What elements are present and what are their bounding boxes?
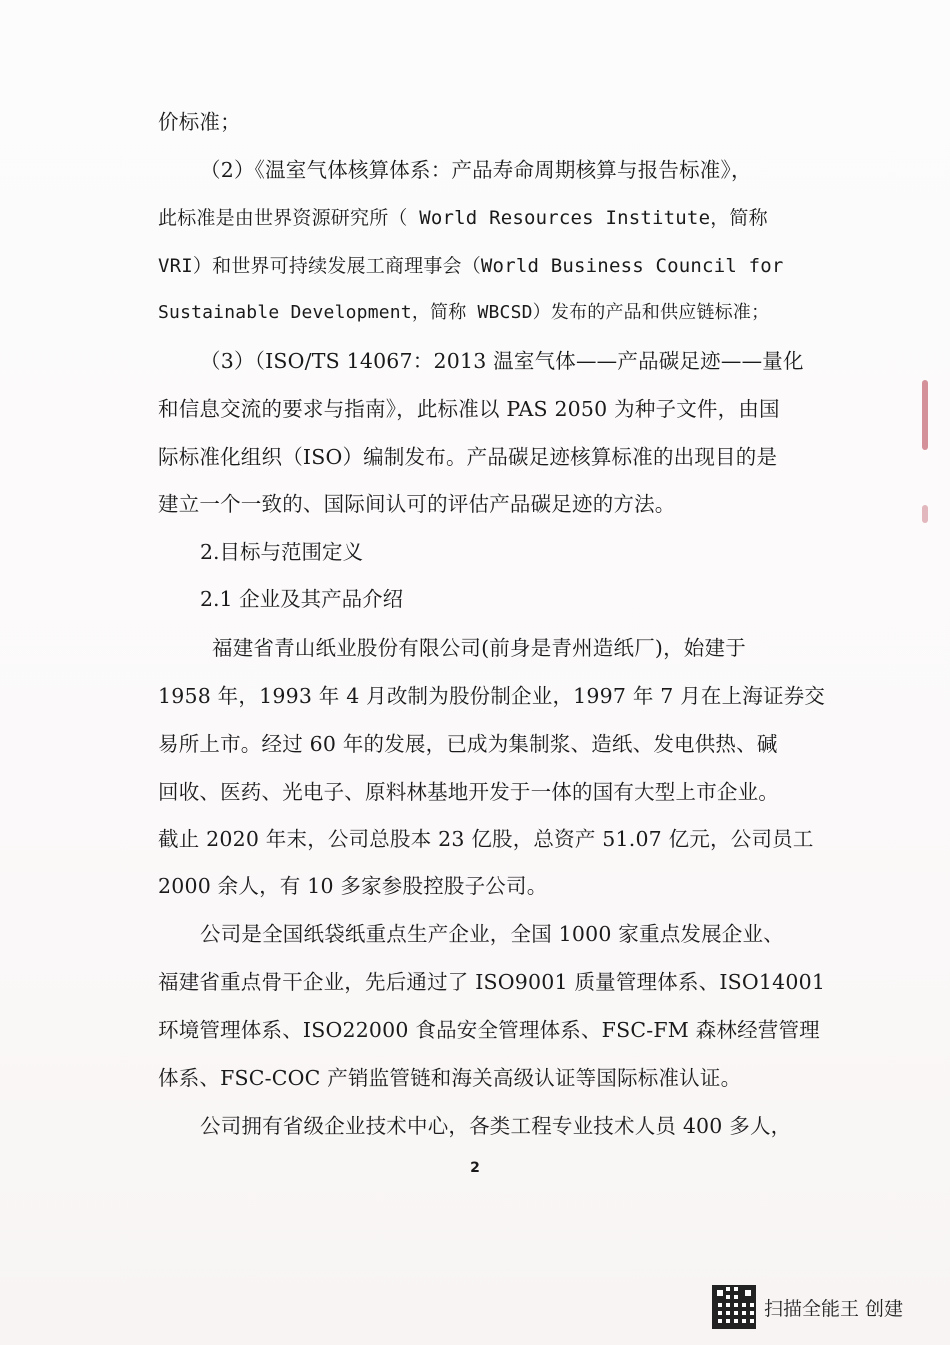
text-line: 公司是全国纸袋纸重点生产企业，全国 1000 家重点发展企业、 <box>200 922 784 946</box>
text-line: 此标准是由世界资源研究所（ World Resources Institute，简称 <box>158 207 768 229</box>
page-number: 2 <box>470 1160 480 1176</box>
text-line: （2）《温室气体核算体系：产品寿命周期核算与报告标准》， <box>200 158 752 182</box>
scanner-watermark <box>712 1285 903 1329</box>
text-line: 价标准； <box>158 110 241 134</box>
text-line: 公司拥有省级企业技术中心，各类工程专业技术人员 400 多人， <box>200 1114 792 1138</box>
text-line: 回收、医药、光电子、原料林基地开发于一体的国有大型上市企业。 <box>158 780 779 804</box>
scan-edge-mark <box>922 505 928 523</box>
text-line: 易所上市。经过 60 年的发展，已成为集制浆、造纸、发电供热、碱 <box>158 732 778 756</box>
section-heading: 2.目标与范围定义 <box>200 540 364 564</box>
text-line: 截止 2020 年末，公司总股本 23 亿股，总资产 51.07 亿元，公司员工 <box>158 827 814 851</box>
scan-edge-mark <box>922 380 928 450</box>
text-line: （3）（ISO/TS 14067：2013 温室气体——产品碳足迹——量化 <box>200 349 804 373</box>
text-line: 福建省重点骨干企业，先后通过了 ISO9001 质量管理体系、ISO14001 <box>158 970 826 994</box>
text-line: 2000 余人，有 10 多家参股控股子公司。 <box>158 874 548 898</box>
text-line: 福建省青山纸业股份有限公司(前身是青州造纸厂)，始建于 <box>212 636 746 660</box>
subsection-heading: 2.1 企业及其产品介绍 <box>200 587 404 611</box>
text-line: Sustainable Development，简称 WBCSD）发布的产品和供应链标准； <box>158 302 770 323</box>
text-line: 体系、FSC-COC 产销监管链和海关高级认证等国际标准认证。 <box>158 1066 742 1090</box>
text-line: 1958 年，1993 年 4 月改制为股份制企业，1997 年 7 月在上海证券交 <box>158 684 826 708</box>
text-line: 际标准化组织（ISO）编制发布。产品碳足迹核算标准的出现目的是 <box>158 445 778 469</box>
text-line: 建立一个一致的、国际间认可的评估产品碳足迹的方法。 <box>158 492 676 516</box>
watermark-text: 扫描全能王 创建 <box>764 1297 904 1320</box>
text-line: 和信息交流的要求与指南》，此标准以 PAS 2050 为种子文件，由国 <box>158 397 780 421</box>
text-line: 环境管理体系、ISO22000 食品安全管理体系、FSC-FM 森林经营管理 <box>158 1018 820 1042</box>
text-line: VRI）和世界可持续发展工商理事会（World Business Council for <box>158 255 784 277</box>
qr-code-icon <box>712 1285 756 1329</box>
